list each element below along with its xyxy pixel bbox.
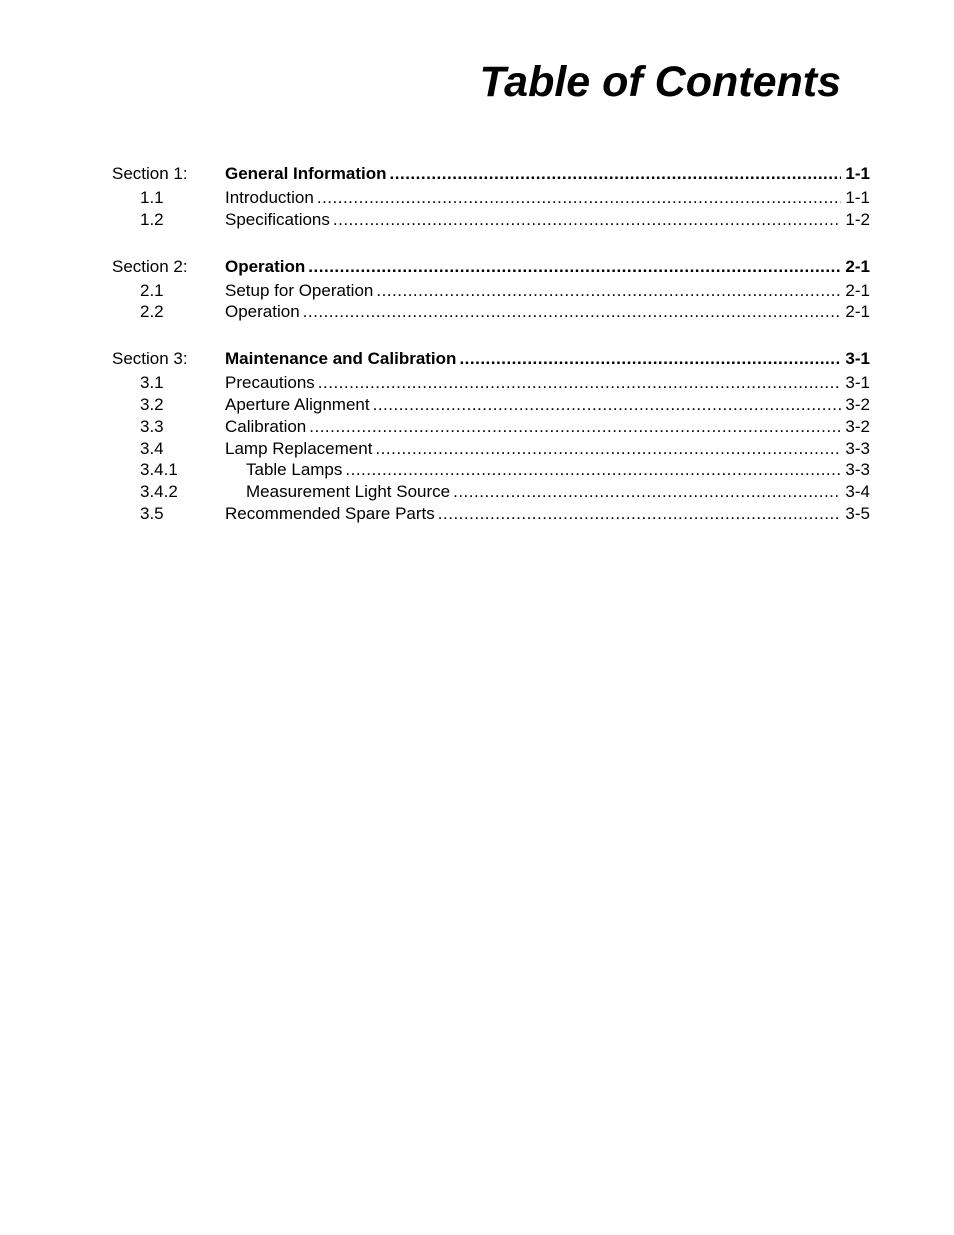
dot-leader bbox=[303, 301, 842, 323]
toc-section-heading[interactable] bbox=[112, 255, 870, 279]
entry-number: 2.1 bbox=[140, 280, 164, 300]
dot-leader bbox=[317, 187, 842, 209]
section-title: General Information bbox=[225, 164, 387, 183]
page-number: 2-1 bbox=[845, 280, 870, 300]
dot-leader bbox=[373, 394, 842, 416]
page-number: 1-2 bbox=[845, 209, 870, 229]
page-number: 3-3 bbox=[845, 460, 870, 480]
section-number: Section 3: bbox=[112, 349, 188, 369]
page-number: 2-1 bbox=[845, 302, 870, 322]
section-number: Section 2: bbox=[112, 256, 188, 276]
dot-leader bbox=[308, 255, 841, 279]
dot-leader bbox=[345, 459, 841, 481]
toc-entry[interactable] bbox=[112, 481, 870, 503]
entry-number: 1.2 bbox=[140, 209, 164, 229]
entry-number: 3.5 bbox=[140, 503, 164, 523]
dot-leader bbox=[459, 347, 841, 371]
entry-title: Operation bbox=[225, 302, 300, 322]
entry-number: 3.3 bbox=[140, 416, 164, 436]
dot-leader bbox=[390, 162, 842, 186]
toc-entry[interactable] bbox=[112, 301, 870, 323]
toc-section-1 bbox=[112, 162, 870, 231]
entry-title: Recommended Spare Parts bbox=[225, 503, 435, 523]
section-title: Operation bbox=[225, 256, 306, 276]
toc-section-heading[interactable] bbox=[112, 347, 870, 371]
page-number: 3-4 bbox=[845, 482, 870, 502]
toc-entry[interactable] bbox=[112, 372, 870, 394]
toc-entry[interactable] bbox=[112, 187, 870, 209]
entry-title: Aperture Alignment bbox=[225, 394, 370, 414]
section-number: Section 1: bbox=[112, 164, 188, 183]
toc-section-3 bbox=[112, 347, 870, 525]
toc-entry[interactable] bbox=[112, 280, 870, 302]
entry-number: 3.4 bbox=[140, 438, 164, 458]
dot-leader bbox=[376, 280, 841, 302]
entry-number: 3.1 bbox=[140, 373, 164, 393]
toc-entry[interactable] bbox=[112, 459, 870, 481]
page-number: 1-1 bbox=[845, 164, 870, 183]
page-number: 3-3 bbox=[845, 438, 870, 458]
dot-leader bbox=[309, 416, 841, 438]
page-title: Table of Contents bbox=[479, 58, 841, 106]
entry-number: 3.2 bbox=[140, 394, 164, 414]
page-number: 1-1 bbox=[845, 188, 870, 207]
page-number: 2-1 bbox=[845, 256, 870, 276]
entry-title: Measurement Light Source bbox=[246, 482, 451, 502]
dot-leader bbox=[318, 372, 842, 394]
page-number: 3-2 bbox=[845, 394, 870, 414]
entry-title: Table Lamps bbox=[246, 460, 343, 480]
toc-entry[interactable] bbox=[112, 503, 870, 525]
entry-number: 1.1 bbox=[140, 188, 164, 207]
dot-leader bbox=[453, 481, 841, 503]
entry-title: Introduction bbox=[225, 188, 314, 207]
entry-number: 3.4.2 bbox=[140, 482, 178, 502]
entry-number: 3.4.1 bbox=[140, 460, 178, 480]
page-number: 3-1 bbox=[845, 373, 870, 393]
page-number: 3-2 bbox=[845, 416, 870, 436]
dot-leader bbox=[333, 209, 842, 231]
dot-leader bbox=[438, 503, 842, 525]
toc-entry[interactable] bbox=[112, 209, 870, 231]
entry-title: Calibration bbox=[225, 416, 307, 436]
entry-title: Precautions bbox=[225, 373, 315, 393]
entry-title: Specifications bbox=[225, 209, 330, 229]
toc-entry[interactable] bbox=[112, 394, 870, 416]
toc-entry[interactable] bbox=[112, 416, 870, 438]
toc-entry[interactable] bbox=[112, 438, 870, 460]
entry-number: 2.2 bbox=[140, 302, 164, 322]
toc-section-heading[interactable] bbox=[112, 162, 870, 186]
entry-title: Lamp Replacement bbox=[225, 438, 373, 458]
section-title: Maintenance and Calibration bbox=[225, 349, 457, 369]
entry-title: Setup for Operation bbox=[225, 280, 374, 300]
page-number: 3-1 bbox=[845, 349, 870, 369]
dot-leader bbox=[375, 438, 841, 460]
toc-section-2 bbox=[112, 255, 870, 324]
page-number: 3-5 bbox=[845, 503, 870, 523]
table-of-contents bbox=[112, 162, 870, 549]
